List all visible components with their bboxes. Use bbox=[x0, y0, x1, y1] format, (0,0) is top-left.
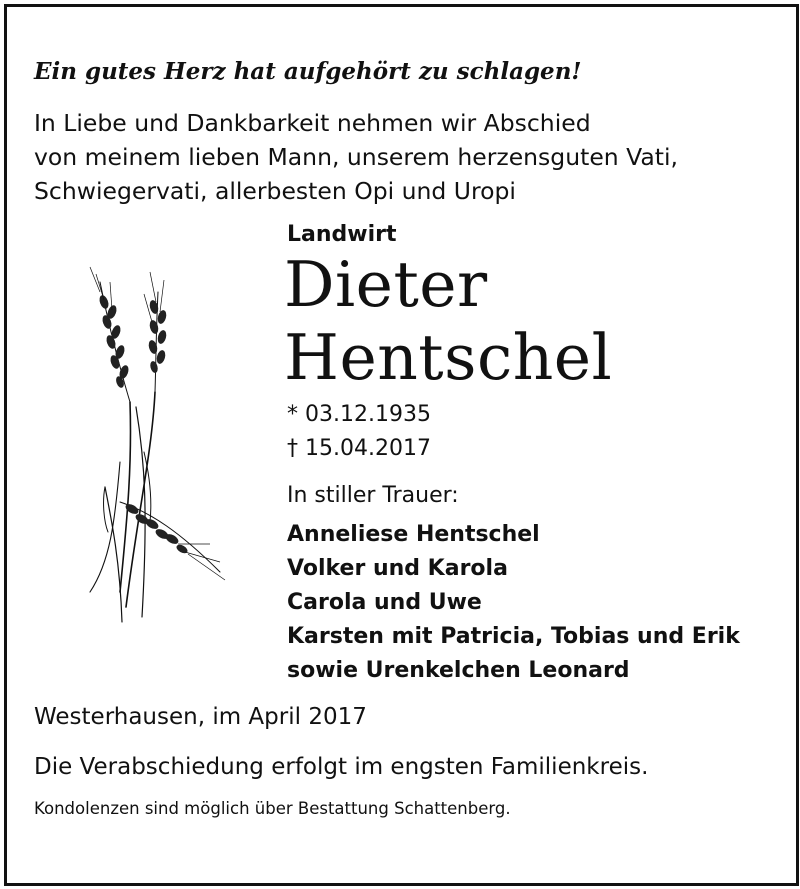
occupation: Landwirt bbox=[287, 222, 397, 247]
intro-line: Schwiegervati, allerbesten Opi und Uropi bbox=[34, 177, 516, 205]
place-date: Westerhausen, im April 2017 bbox=[34, 704, 367, 730]
birth-date: * 03.12.1935 bbox=[287, 402, 431, 427]
intro-line: In Liebe und Dankbarkeit nehmen wir Abschied bbox=[34, 109, 591, 137]
last-name: Hentschel bbox=[284, 321, 613, 394]
mourner: sowie Urenkelchen Leonard bbox=[287, 658, 630, 683]
mourner: Karsten mit Patricia, Tobias und Erik bbox=[287, 624, 740, 649]
mourners-list bbox=[287, 518, 740, 688]
mourner: Volker und Karola bbox=[287, 556, 508, 581]
wheat-ears-icon bbox=[60, 262, 240, 632]
mourner: Carola und Uwe bbox=[287, 590, 482, 615]
life-dates bbox=[287, 398, 431, 466]
intro-text bbox=[34, 106, 678, 208]
mourner: Anneliese Hentschel bbox=[287, 522, 540, 547]
intro-line: von meinem lieben Mann, unserem herzensguten Vati, bbox=[34, 143, 679, 171]
mourning-intro: In stiller Trauer: bbox=[287, 483, 459, 508]
farewell-note: Die Verabschiedung erfolgt im engsten Familienkreis. bbox=[34, 754, 649, 780]
death-date: † 15.04.2017 bbox=[287, 436, 431, 461]
first-name: Dieter bbox=[284, 248, 488, 321]
deceased-name bbox=[284, 248, 612, 394]
headline: Ein gutes Herz hat aufgehört zu schlagen! bbox=[34, 58, 582, 85]
condolences-note: Kondolenzen sind möglich über Bestattung Schattenberg. bbox=[34, 799, 511, 818]
